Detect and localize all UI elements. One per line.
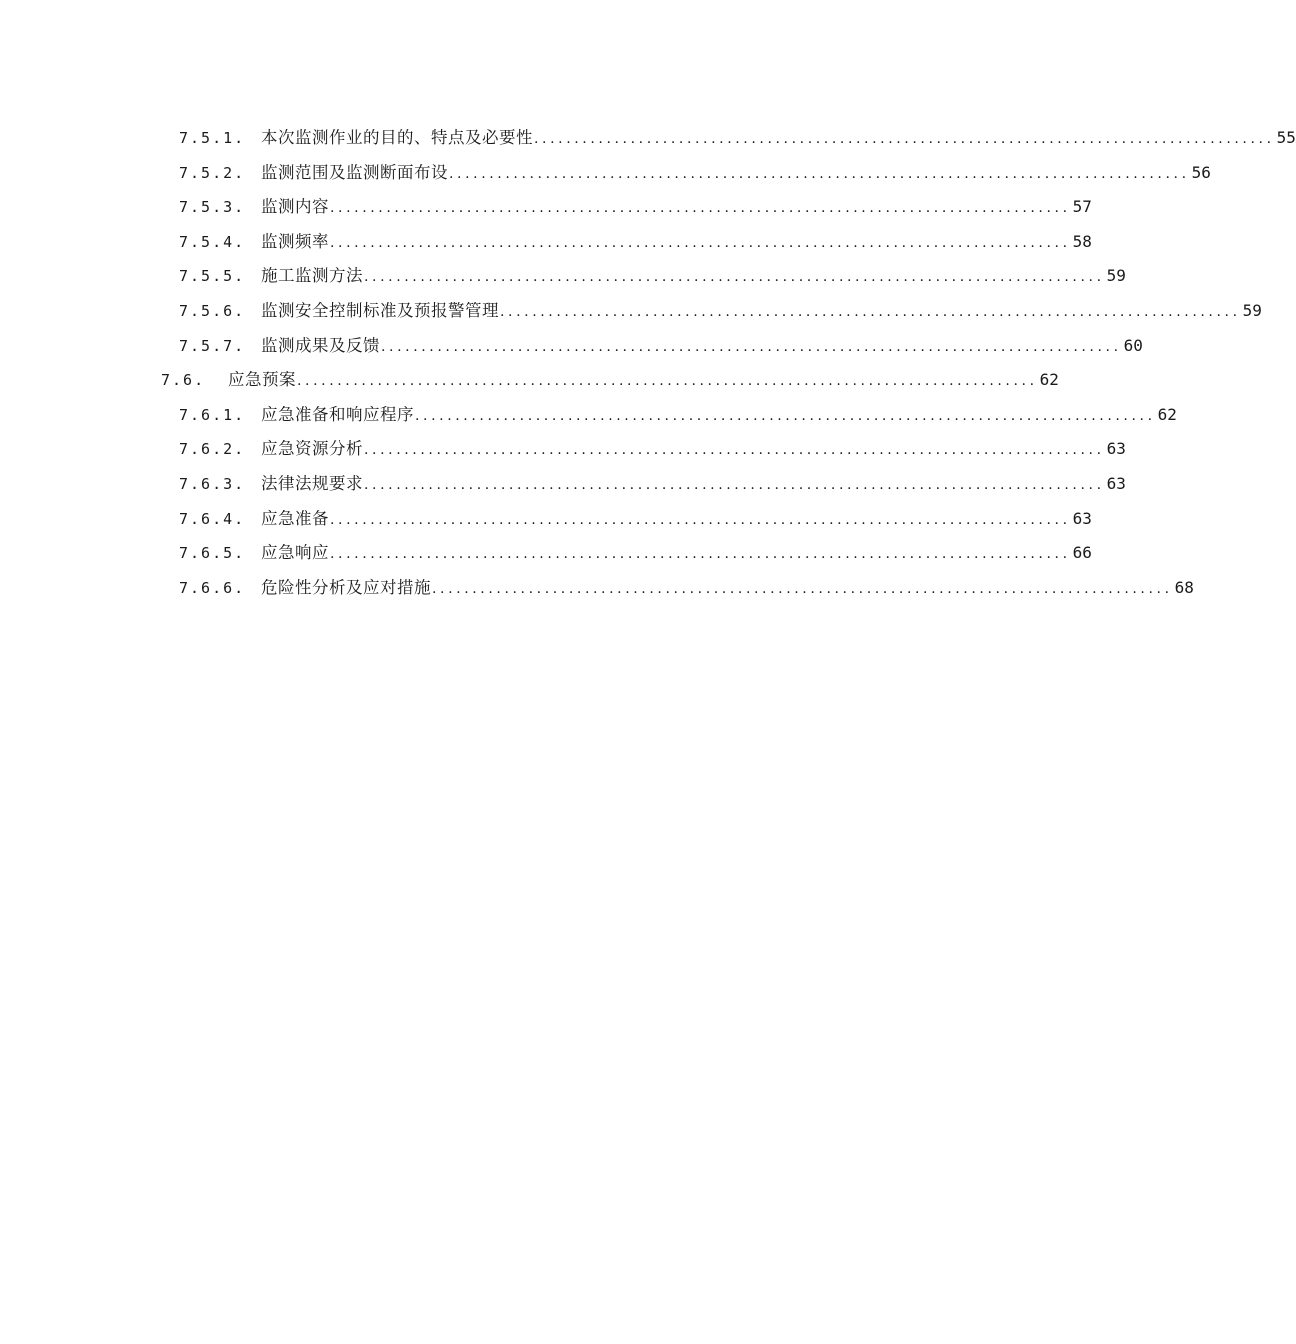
toc-entry[interactable] xyxy=(0,121,1296,156)
toc-entry-page: 63 xyxy=(1106,439,1126,459)
toc-entry-page: 60 xyxy=(1123,335,1143,355)
toc-entry-page: 63 xyxy=(1072,508,1092,528)
toc-entry[interactable] xyxy=(0,259,1126,294)
toc-entry-number: 7.5.4. xyxy=(179,232,246,251)
toc-entry-number: 7.6. xyxy=(161,371,206,390)
toc-dot-leader: ............................................................................................ xyxy=(330,234,1071,251)
toc-entry[interactable] xyxy=(0,294,1262,329)
toc-dot-leader: ............................................................................................ xyxy=(415,407,1156,424)
toc-entry-number: 7.6.4. xyxy=(179,509,246,528)
toc-dot-leader: ............................................................................................ xyxy=(432,580,1173,597)
toc-dot-leader: ............................................................................................ xyxy=(330,200,1071,217)
toc-entry[interactable] xyxy=(0,398,1177,433)
table-of-contents xyxy=(0,121,1296,605)
toc-entry-page: 68 xyxy=(1174,577,1194,597)
toc-dot-leader: ............................................................................................ xyxy=(381,338,1122,355)
toc-entry[interactable] xyxy=(0,571,1194,606)
toc-entry-title: 应急预案 xyxy=(228,370,296,390)
toc-dot-leader: ............................................................................................ xyxy=(330,511,1071,528)
toc-entry-number: 7.5.6. xyxy=(179,301,246,320)
toc-entry-page: 62 xyxy=(1039,370,1059,390)
toc-entry[interactable] xyxy=(0,432,1126,467)
toc-entry-number: 7.6.6. xyxy=(179,578,246,597)
toc-entry-title: 监测安全控制标准及预报警管理 xyxy=(261,300,499,320)
toc-entry-title: 监测范围及监测断面布设 xyxy=(261,162,448,182)
toc-entry-title: 应急响应 xyxy=(261,543,329,563)
toc-entry[interactable] xyxy=(0,363,1059,398)
toc-entry[interactable] xyxy=(0,329,1143,364)
toc-entry-number: 7.5.3. xyxy=(179,198,246,217)
toc-entry-title: 应急准备和响应程序 xyxy=(261,404,414,424)
toc-entry-number: 7.6.5. xyxy=(179,544,246,563)
toc-entry[interactable] xyxy=(0,502,1092,537)
toc-entry-title: 监测内容 xyxy=(261,197,329,217)
toc-dot-leader: ............................................................................................ xyxy=(449,165,1190,182)
toc-entry-page: 58 xyxy=(1072,231,1092,251)
toc-entry-number: 7.5.1. xyxy=(179,129,246,147)
toc-entry-title: 法律法规要求 xyxy=(261,473,363,493)
toc-entry-page: 63 xyxy=(1106,473,1126,493)
toc-entry-page: 56 xyxy=(1191,162,1211,182)
toc-entry-title: 监测频率 xyxy=(261,231,329,251)
toc-entry-title: 监测成果及反馈 xyxy=(261,335,380,355)
toc-entry[interactable] xyxy=(0,467,1126,502)
toc-entry-page: 62 xyxy=(1157,404,1177,424)
toc-entry-page: 66 xyxy=(1072,543,1092,563)
toc-entry-page: 55 xyxy=(1276,128,1296,147)
toc-entry-number: 7.6.1. xyxy=(179,405,246,424)
toc-entry-page: 59 xyxy=(1242,300,1262,320)
toc-entry-number: 7.6.2. xyxy=(179,440,246,459)
toc-entry-title: 本次监测作业的目的、特点及必要性 xyxy=(261,128,533,147)
toc-entry[interactable] xyxy=(0,190,1092,225)
toc-entry-title: 危险性分析及应对措施 xyxy=(261,577,431,597)
toc-entry-title: 应急准备 xyxy=(261,508,329,528)
toc-entry-number: 7.6.3. xyxy=(179,474,246,493)
toc-entry-page: 59 xyxy=(1106,266,1126,286)
toc-entry-page: 57 xyxy=(1072,197,1092,217)
toc-entry-number: 7.5.7. xyxy=(179,336,246,355)
toc-entry[interactable] xyxy=(0,156,1211,191)
toc-dot-leader: ............................................................................................ xyxy=(364,476,1105,493)
toc-entry[interactable] xyxy=(0,536,1092,571)
toc-entry[interactable] xyxy=(0,225,1092,260)
toc-dot-leader: ............................................................................................ xyxy=(500,303,1241,320)
toc-dot-leader: ............................................................................................ xyxy=(364,442,1105,459)
toc-dot-leader: ............................................................................................ xyxy=(534,131,1275,147)
toc-entry-title: 应急资源分析 xyxy=(261,439,363,459)
toc-entry-title: 施工监测方法 xyxy=(261,266,363,286)
toc-entry-number: 7.5.5. xyxy=(179,267,246,286)
toc-dot-leader: ............................................................................................ xyxy=(330,546,1071,563)
toc-entry-number: 7.5.2. xyxy=(179,163,246,182)
toc-dot-leader: ............................................................................................ xyxy=(364,269,1105,286)
toc-dot-leader: ............................................................................................ xyxy=(297,373,1038,390)
